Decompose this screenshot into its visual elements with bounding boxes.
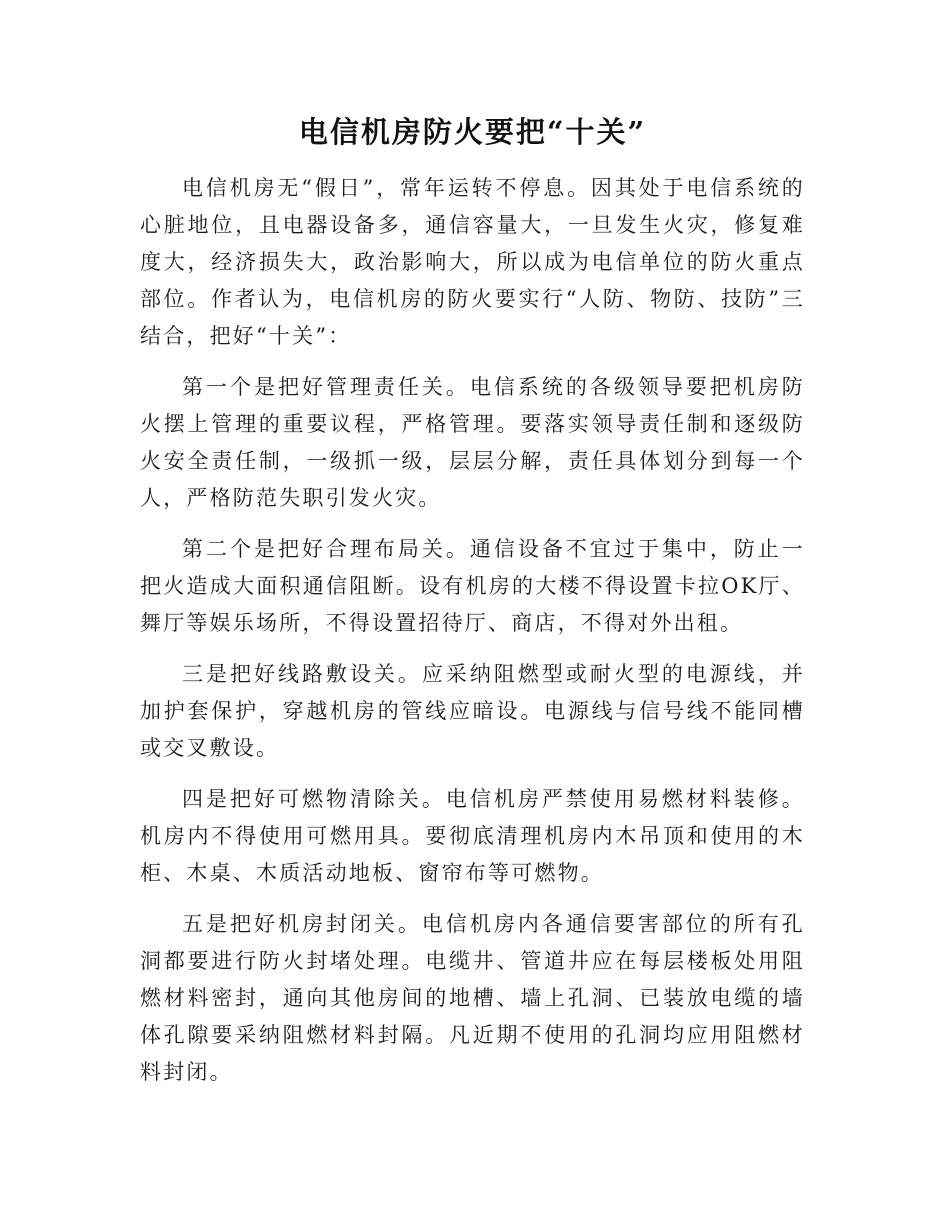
paragraph-combustibles: 四是把好可燃物清除关。电信机房严禁使用易燃材料装修。机房内不得使用可燃用具。要彻底清理机房内木吊顶和使用的木柜、木桌、木质活动地板、窗帘布等可燃物。 [140,787,805,885]
paragraph-wiring: 三是把好线路敷设关。应采纳阻燃型或耐火型的电源线，并加护套保护，穿越机房的管线应暗设。电源线与信号线不能同槽或交叉敷设。 [140,662,805,760]
intro-paragraph: 电信机房无“假日”，常年运转不停息。因其处于电信系统的心脏地位，且电器设备多，通信容量大，一旦发生火灾，修复难度大，经济损失大，政治影响大，所以成为电信单位的防火重点部位。作者认为，电信机房的防火要实行“人防、物防、技防”三结合，把好“十关”： [140,176,805,348]
document-title: 电信机房防火要把“十关” [298,115,647,149]
paragraph-management-responsibility: 第一个是把好管理责任关。电信系统的各级领导要把机房防火摆上管理的重要议程，严格管理。要落实领导责任制和逐级防火安全责任制，一级抓一级，层层分解，责任具体划分到每一个人，严格防范失职引发火灾。 [140,375,805,510]
paragraph-layout: 第二个是把好合理布局关。通信设备不宜过于集中，防止一把火造成大面积通信阻断。设有机房的大楼不得设置卡拉OK厅、舞厅等娱乐场所，不得设置招待厅、商店，不得对外出租。 [140,537,805,635]
paragraph-sealing: 五是把好机房封闭关。电信机房内各通信要害部位的所有孔洞都要进行防火封堵处理。电缆井、管道井应在每层楼板处用阻燃材料密封，通向其他房间的地槽、墙上孔洞、已装放电缆的墙体孔隙要采纳阻燃材料封隔。凡近期不使用的孔洞均应用阻燃材料封闭。 [140,912,805,1084]
document-page [140,108,805,1105]
